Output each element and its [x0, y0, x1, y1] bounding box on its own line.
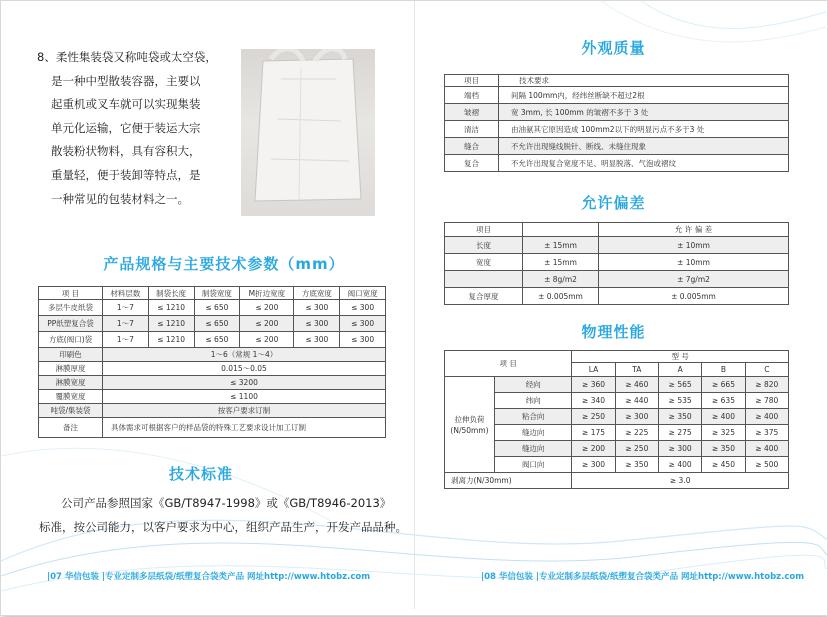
bulk-bag-illustration [241, 49, 375, 216]
table-cell: 1～7 [103, 300, 149, 316]
spec-table [38, 286, 386, 438]
table-row [445, 87, 789, 104]
table-row [445, 441, 789, 457]
table-header: M折边宽度 [240, 287, 294, 300]
table-header-row [445, 351, 789, 363]
footer-left: |07 华信包装 |专业定制多层纸袋/纸塑复合袋类产品 网址http://www.htobz.com [47, 572, 371, 582]
appearance-table [444, 74, 789, 172]
table-row [39, 332, 386, 348]
table-cell: 端档 [445, 87, 499, 104]
table-row [445, 237, 789, 254]
table-cell: ± 10mm [599, 237, 789, 254]
table-cell: 经向 [495, 377, 572, 393]
table-header: 阀口宽度 [340, 287, 386, 300]
standards-line: 标准，按公司能力，以客户要求为中心，组织产品生产，开发产品品种。 [39, 520, 407, 534]
table-cell: ≤ 1210 [148, 316, 194, 332]
table-row [445, 377, 789, 393]
intro-line: 单元化运输，它便于装运大宗 [51, 120, 201, 135]
table-cell: ≥ 175 [572, 425, 615, 441]
table-cell: 1～7 [103, 316, 149, 332]
table-cell: 复合 [445, 155, 499, 172]
standards-line: 公司产品参照国家《GB/T8947-1998》或《GB/T8946-2013》 [61, 496, 392, 510]
table-header: 方底宽度 [294, 287, 340, 300]
table-cell: 纬向 [495, 393, 572, 409]
table-cell: ≤ 300 [294, 300, 340, 316]
table-cell: 不允许出现复合宽度不足、明显脱落、气泡或褶纹 [499, 155, 789, 172]
table-header: A [659, 363, 702, 377]
table-row [445, 271, 789, 288]
table-cell: ≤ 650 [194, 316, 240, 332]
table-header [523, 223, 599, 237]
table-cell: ± 0.005mm [599, 288, 789, 305]
table-row [445, 288, 789, 305]
table-cell: ≤ 650 [194, 300, 240, 316]
table-cell: ≤ 300 [294, 332, 340, 348]
table-cell: 缝合 [445, 138, 499, 155]
table-cell: 备注 [39, 418, 103, 438]
table-cell: ≤ 1100 [103, 390, 386, 404]
table-cell: ≤ 200 [240, 332, 294, 348]
table-row [39, 348, 386, 362]
table-row [445, 138, 789, 155]
table-header: 制袋长度 [148, 287, 194, 300]
table-cell: ≥ 350 [615, 457, 658, 473]
table-header-row [39, 287, 386, 300]
table-cell: 不允许出现缝线脱针、断线、未缝住现象 [499, 138, 789, 155]
table-cell: 长度 [445, 237, 523, 254]
table-cell: ≥ 535 [659, 393, 702, 409]
table-cell: 1～6（常规 1～4） [103, 348, 386, 362]
tolerance-table [444, 222, 789, 305]
table-cell: 宽度 [445, 254, 523, 271]
table-header: TA [615, 363, 658, 377]
table-header-row [445, 223, 789, 237]
table-row [445, 473, 789, 489]
table-cell: ≥ 565 [659, 377, 702, 393]
intro-paragraph [37, 46, 227, 211]
table-cell: ≤ 200 [240, 300, 294, 316]
table-cell: 按客户要求订制 [103, 404, 386, 418]
footer-right: |08 华信包装 |专业定制多层纸袋/纸塑复合袋类产品 网址http://www.htobz.com [481, 572, 805, 582]
table-header: 允 许 偏 差 [599, 223, 789, 237]
table-cell: 方底(阀口)袋 [39, 332, 103, 348]
table-row [39, 362, 386, 376]
table-cell [445, 271, 523, 288]
standards-title: 技术标准 [168, 465, 233, 483]
table-row [445, 393, 789, 409]
table-cell: ≥ 400 [745, 409, 788, 425]
table-cell: ≥ 460 [615, 377, 658, 393]
table-cell: ≤ 200 [240, 316, 294, 332]
table-header: 型 号 [572, 351, 789, 363]
table-cell: 淋膜厚度 [39, 362, 103, 376]
table-header: 材料层数 [103, 287, 149, 300]
table-cell: ≤ 3200 [103, 376, 386, 390]
table-cell: ≤ 300 [294, 316, 340, 332]
table-row [39, 376, 386, 390]
table-cell: 具体需求可根据客户的样品袋的特殊工艺要求设计加工订制 [103, 418, 386, 438]
table-row [445, 104, 789, 121]
table-cell: ≥ 820 [745, 377, 788, 393]
table-cell: ≥ 635 [702, 393, 745, 409]
table-cell: ≤ 300 [340, 332, 386, 348]
table-row [445, 457, 789, 473]
table-cell: 淋膜宽度 [39, 376, 103, 390]
table-cell: ≥ 300 [615, 409, 658, 425]
table-cell: ≥ 375 [745, 425, 788, 441]
table-header: 项目 [445, 223, 523, 237]
table-cell: ≥ 275 [659, 425, 702, 441]
table-cell: 多层牛皮纸袋 [39, 300, 103, 316]
table-cell: ≤ 300 [340, 316, 386, 332]
table-cell: ≥ 350 [702, 441, 745, 457]
table-cell: ± 0.005mm [523, 288, 599, 305]
table-cell: 皱褶 [445, 104, 499, 121]
appearance-title: 外观质量 [581, 39, 646, 57]
table-cell: ± 15mm [523, 237, 599, 254]
table-cell: ≥ 300 [572, 457, 615, 473]
table-cell: ≤ 650 [194, 332, 240, 348]
table-cell: 由油氨其它原因造成 100mm2以下的明显污点不多于3 处 [499, 121, 789, 138]
table-cell: 拉伸负荷 (N/50mm) [445, 377, 495, 473]
table-cell: ≥ 300 [659, 441, 702, 457]
table-cell: 复合厚度 [445, 288, 523, 305]
table-row [39, 316, 386, 332]
table-cell: ± 15mm [523, 254, 599, 271]
table-cell: 覆膜宽度 [39, 390, 103, 404]
table-cell: 阀口向 [495, 457, 572, 473]
table-cell: 印刷色 [39, 348, 103, 362]
table-cell: PP纸塑复合袋 [39, 316, 103, 332]
table-cell: ≥ 350 [659, 409, 702, 425]
table-cell: ≥ 250 [615, 441, 658, 457]
table-row [39, 404, 386, 418]
table-cell: ≤ 1210 [148, 332, 194, 348]
table-cell: 粘合向 [495, 409, 572, 425]
standards-paragraph [39, 491, 407, 539]
table-cell: 剥离力(N/30mm) [445, 473, 572, 489]
table-cell: 宽 3mm, 长 100mm 的皱褶不多于 3 处 [499, 104, 789, 121]
table-cell: ≥ 665 [702, 377, 745, 393]
table-cell: 缝边向 [495, 425, 572, 441]
table-header: 项 目 [445, 351, 572, 377]
table-header: 项 目 [39, 287, 103, 300]
intro-line: 散装粉状物料，具有容积大， [51, 144, 201, 159]
table-header: 制袋宽度 [194, 287, 240, 300]
table-cell: 间隔 100mm内，经纬丝断缺不超过2根 [499, 87, 789, 104]
table-cell: ± 8g/m2 [523, 271, 599, 288]
table-row [445, 409, 789, 425]
table-cell: ≥ 450 [702, 457, 745, 473]
table-cell: 清洁 [445, 121, 499, 138]
table-header-row [445, 75, 789, 87]
table-cell: ± 10mm [599, 254, 789, 271]
tolerance-title: 允许偏差 [581, 194, 646, 212]
table-cell: ≤ 1210 [148, 300, 194, 316]
intro-line: 8、柔性集装袋又称吨袋或太空袋， [37, 50, 217, 64]
table-cell: ± 7g/m2 [599, 271, 789, 288]
table-row [445, 425, 789, 441]
table-header: 技术要求 [499, 75, 789, 87]
table-row [39, 390, 386, 404]
table-cell: ≤ 300 [340, 300, 386, 316]
table-cell: ≥ 400 [659, 457, 702, 473]
table-cell: ≥ 500 [745, 457, 788, 473]
table-row [39, 418, 386, 438]
table-cell: ≥ 400 [702, 409, 745, 425]
intro-line: 起重机或叉车就可以实现集装 [51, 97, 201, 112]
page-fold [414, 1, 415, 609]
table-header: C [745, 363, 788, 377]
intro-line: 一种常见的包装材料之一。 [51, 191, 189, 206]
table-cell: 1～7 [103, 332, 149, 348]
table-header: LA [572, 363, 615, 377]
table-cell: ≥ 3.0 [572, 473, 789, 489]
intro-line: 重量轻，便于装卸等特点，是 [51, 167, 201, 182]
table-cell: ≥ 340 [572, 393, 615, 409]
table-row [445, 155, 789, 172]
table-cell: ≥ 780 [745, 393, 788, 409]
table-cell: 缝边向 [495, 441, 572, 457]
spec-title: 产品规格与主要技术参数（mm） [103, 255, 345, 273]
table-cell: 0.015～0.05 [103, 362, 386, 376]
table-row [39, 300, 386, 316]
table-cell: ≥ 325 [702, 425, 745, 441]
table-cell: ≥ 360 [572, 377, 615, 393]
table-cell: ≥ 250 [572, 409, 615, 425]
physical-table [444, 350, 789, 489]
table-header: 项目 [445, 75, 499, 87]
table-cell: ≥ 440 [615, 393, 658, 409]
table-cell: 吨袋/集装袋 [39, 404, 103, 418]
table-cell: ≥ 200 [572, 441, 615, 457]
bulk-bag-photo [241, 49, 375, 216]
table-header: B [702, 363, 745, 377]
physical-title: 物理性能 [581, 323, 646, 341]
table-cell: ≥ 400 [745, 441, 788, 457]
table-cell: ≥ 225 [615, 425, 658, 441]
intro-line: 是一种中型散装容器，主要以 [51, 73, 201, 88]
table-row [445, 254, 789, 271]
table-row [445, 121, 789, 138]
